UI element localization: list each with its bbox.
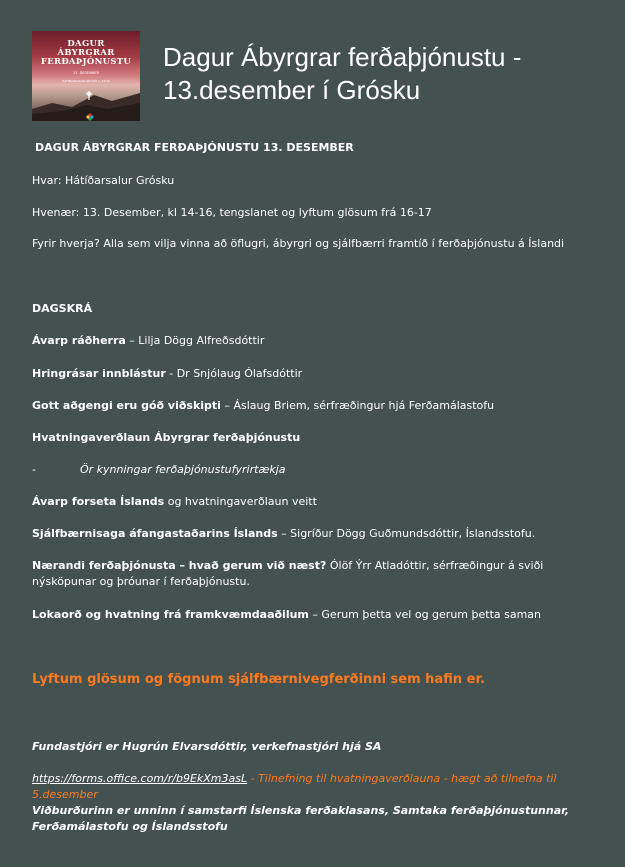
event-audience: Fyrir hverja? Alla sem vilja vinna að öflugri, ábyrgri og sjálfbærri framtíð í ferðaþjónustu á Íslandi (32, 237, 565, 250)
thumbnail-line: DAGUR (67, 39, 105, 49)
agenda-item-detail: - Dr Snjólaug Ólafsdóttir (165, 367, 303, 380)
nomination-form-link[interactable]: https://forms.office.com/r/b9EkXm3asL (32, 772, 248, 785)
agenda-item-detail: – Lilja Dögg Alfreðsdóttir (125, 334, 265, 347)
agenda-item-detail: og hvatningaverðlaun veitt (164, 495, 317, 508)
list-dash: - (32, 463, 36, 476)
agenda-item-title: Gott aðgengi eru góð viðskipti (32, 399, 221, 412)
thumbnail-title (32, 40, 140, 67)
thumbnail-date: 13. DESEMBER (72, 71, 100, 75)
call-to-action: Lyftum glösum og fögnum sjálfbærnivegferðinni sem hafin er. (32, 672, 485, 687)
agenda-subitem (32, 462, 286, 478)
agenda-item (32, 494, 317, 510)
agenda-item-detail: – Sigríður Dögg Guðmundsdóttir, Íslandsstofu. (277, 527, 536, 540)
agenda-item-title: Hvatningaverðlaun Ábyrgrar ferðaþjónustu (32, 431, 301, 444)
agenda-item-title: Hringrásar innblástur (32, 367, 166, 380)
article-header (32, 31, 612, 121)
thumbnail-line: FERÐAÞJÓNUSTU (40, 57, 132, 67)
agenda-item (32, 558, 562, 590)
footer-note: Viðburðurinn er unninn í samstarfi Íslenska ferðaklasans, Samtaka ferðaþjónustunnar, Ferðamálastofu og Íslandsstofu (32, 804, 570, 833)
agenda-heading: DAGSKRÁ (32, 302, 93, 315)
mountain-hiker-icon (32, 81, 140, 121)
agenda-item-title: Nærandi ferðaþjónusta – hvað gerum við næst? (32, 559, 327, 572)
event-thumbnail[interactable] (32, 31, 140, 121)
agenda-subitem-text: Ör kynningar ferðaþjónustufyrirtækja (80, 463, 286, 476)
agenda-item-detail: – Gerum þetta vel og gerum þetta saman (308, 608, 542, 621)
agenda-item-title: Ávarp ráðherra (32, 334, 126, 347)
agenda-item-title: Ávarp forseta Íslands (32, 495, 165, 508)
agenda-item (32, 607, 541, 623)
nomination-line (32, 771, 597, 803)
agenda-item-detail: – Áslaug Briem, sérfræðingur hjá Ferðamálastofu (220, 399, 495, 412)
article-heading: DAGUR ÁBYRGRAR FERÐAÞJÓNUSTU 13. DESEMBER (35, 141, 354, 154)
event-time: Hvenær: 13. Desember, kl 14-16, tengslanet og lyftum glösum frá 16-17 (32, 206, 432, 219)
thumbnail-line: ÁBYRGRAR (57, 48, 115, 58)
nomination-note: - Tilnefning til hvatningaverðlauna - hægt að tilnefna til 5.desember (32, 772, 557, 801)
agenda-item (32, 333, 264, 349)
thumbnail-place: HÁTÍÐARSALUR GRÓSKU | 14:00 (61, 79, 111, 83)
agenda-item-title: Sjálfbærnisaga áfangastaðarins Íslands (32, 527, 278, 540)
agenda-item-detail: Ólöf Ýrr Atladóttir, sérfræðingur á sviði nýsköpunar og þróunar í ferðaþjónustu. (32, 559, 544, 588)
host-info: Fundastjóri er Hugrún Elvarsdóttir, verkefnastjóri hjá SA (32, 740, 382, 753)
agenda-item (32, 366, 302, 382)
agenda-item (32, 430, 300, 446)
event-location: Hvar: Hátíðarsalur Grósku (32, 174, 175, 187)
agenda-item (32, 526, 535, 542)
page-title: Dagur Ábyrgrar ferðaþjónustu - 13.desember í Grósku (163, 42, 522, 105)
agenda-item (32, 398, 494, 414)
agenda-item-title: Lokaorð og hvatning frá framkvæmdaaðilum (32, 608, 309, 621)
